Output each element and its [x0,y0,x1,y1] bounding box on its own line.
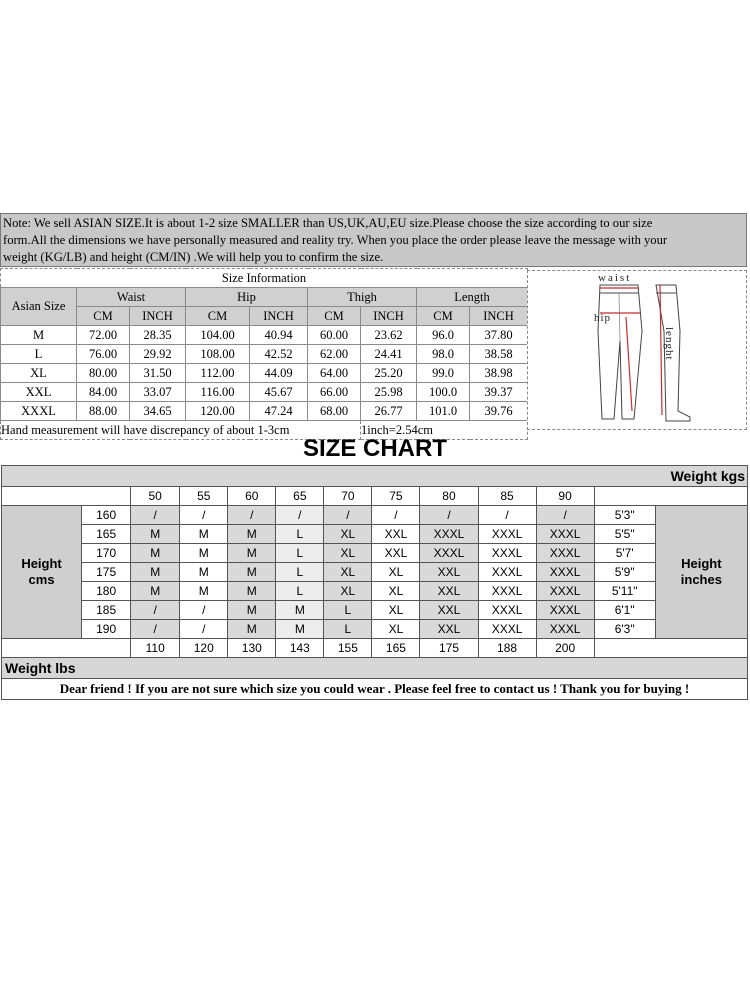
measurement-cell: 66.00 [308,383,361,402]
measurement-cell: 98.0 [417,345,470,364]
pants-diagram [527,270,747,430]
height-cm-cell: 165 [82,525,131,544]
size-cell: M [180,525,228,544]
waist-header: Waist [77,288,186,307]
height-cm-cell: 185 [82,601,131,620]
unit-header: INCH [361,307,417,326]
size-chart-title: SIZE CHART [303,435,447,462]
empty-footer-cell [594,639,747,658]
height-inch-cell: 5'11" [594,582,655,601]
height-inch-cell: 6'3" [594,620,655,639]
size-cell: L [276,563,324,582]
size-cell: / [324,506,372,525]
height-cms-label-line2: cms [28,572,55,587]
size-chart-row [2,544,748,563]
size-cell: M [228,544,276,563]
size-cell: / [131,620,180,639]
height-inch-cell: 5'3" [594,506,655,525]
weight-lb-cell: 175 [420,639,478,658]
size-info-row [1,383,528,402]
height-cms-label [2,506,82,639]
size-cell: / [420,506,478,525]
unit-header: INCH [130,307,186,326]
height-cm-cell: 170 [82,544,131,563]
weight-kg-header: 70 [324,487,372,506]
measurement-cell: 24.41 [361,345,417,364]
unit-header: INCH [250,307,308,326]
size-cell: XL [372,563,420,582]
measurement-cell: 101.0 [417,402,470,421]
empty-footer-cell [2,639,131,658]
size-cell: M [131,525,180,544]
size-cell: XXL [420,601,478,620]
size-cell: XXXL [478,620,536,639]
measurement-cell: 31.50 [130,364,186,383]
measurement-cell: 37.80 [470,326,528,345]
size-cell: M [228,601,276,620]
note-line-1: Note: We sell ASIAN SIZE.It is about 1-2 size SMALLER than US,UK,AU,EU size.Please choose the size according to our size [3,216,653,230]
size-cell: / [228,506,276,525]
size-info-row [1,364,528,383]
asian-size-cell: M [1,326,77,345]
size-cell: XL [372,601,420,620]
size-cell: XXL [372,544,420,563]
size-cell: XXXL [420,525,478,544]
weight-kg-header: 50 [131,487,180,506]
size-cell: L [324,601,372,620]
measurement-cell: 68.00 [308,402,361,421]
size-cell: XL [324,525,372,544]
height-cms-label-line1: Height [21,556,62,571]
measurement-cell: 23.62 [361,326,417,345]
measurement-cell: 62.00 [308,345,361,364]
weight-lb-cell: 200 [536,639,594,658]
unit-header: CM [186,307,250,326]
size-cell: XXXL [478,525,536,544]
empty-header-cell [594,487,747,506]
size-cell: / [372,506,420,525]
size-cell: L [276,525,324,544]
size-cell: L [276,582,324,601]
height-inch-cell: 5'9" [594,563,655,582]
unit-header: CM [77,307,130,326]
size-chart-row [2,582,748,601]
measurement-cell: 47.24 [250,402,308,421]
size-cell: XXXL [478,582,536,601]
measurement-cell: 26.77 [361,402,417,421]
unit-header: CM [308,307,361,326]
length-label: lenght [663,327,675,361]
measurement-cell: 39.37 [470,383,528,402]
size-cell: M [228,620,276,639]
weight-kg-header: 80 [420,487,478,506]
size-cell: XXL [420,620,478,639]
size-chart-row [2,525,748,544]
size-cell: / [536,506,594,525]
measurement-cell: 84.00 [77,383,130,402]
height-inches-label-line2: inches [680,572,722,587]
inch-conversion: 1inch=2.54cm [361,421,528,440]
measurement-cell: 76.00 [77,345,130,364]
size-cell: / [131,601,180,620]
measurement-cell: 38.58 [470,345,528,364]
measurement-cell: 25.98 [361,383,417,402]
size-cell: XXXL [478,563,536,582]
asian-size-header: Asian Size [1,288,77,326]
size-cell: XXL [372,525,420,544]
weight-lb-cell: 188 [478,639,536,658]
size-cell: XL [324,563,372,582]
weight-lbs-label: Weight lbs [2,658,748,679]
measurement-cell: 39.76 [470,402,528,421]
size-sheet [0,213,750,703]
size-information-table [0,268,528,440]
measurement-cell: 29.92 [130,345,186,364]
size-cell: M [228,563,276,582]
weight-kg-header: 60 [228,487,276,506]
waist-label: waist [598,272,632,284]
size-cell: / [180,620,228,639]
size-cell: M [180,582,228,601]
weight-lb-cell: 155 [324,639,372,658]
measurement-cell: 96.0 [417,326,470,345]
size-cell: M [131,582,180,601]
height-inches-label-line1: Height [681,556,722,571]
size-cell: XXXL [536,620,594,639]
size-cell: XXL [420,582,478,601]
measurement-cell: 120.00 [186,402,250,421]
size-cell: M [228,525,276,544]
height-cm-cell: 160 [82,506,131,525]
weight-lb-cell: 143 [276,639,324,658]
size-cell: XXXL [536,582,594,601]
height-inch-cell: 6'1" [594,601,655,620]
size-cell: M [228,582,276,601]
hip-header: Hip [186,288,308,307]
measurement-cell: 44.09 [250,364,308,383]
height-cm-cell: 180 [82,582,131,601]
size-chart-row [2,563,748,582]
size-cell: XXXL [536,544,594,563]
size-info-row [1,402,528,421]
weight-lb-cell: 165 [372,639,420,658]
weight-lb-cell: 130 [228,639,276,658]
measurement-cell: 28.35 [130,326,186,345]
height-inches-label [655,506,747,639]
size-chart-row [2,506,748,525]
measurement-cell: 25.20 [361,364,417,383]
height-cm-cell: 175 [82,563,131,582]
size-cell: XXXL [536,601,594,620]
size-cell: M [276,620,324,639]
size-note [0,213,747,267]
asian-size-cell: XXXL [1,402,77,421]
size-cell: L [276,544,324,563]
size-cell: XL [324,544,372,563]
size-cell: XXXL [536,525,594,544]
weight-kg-header: 85 [478,487,536,506]
note-line-3: weight (KG/LB) and height (CM/IN) .We will help you to confirm the size. [3,250,384,264]
weight-lb-cell: 110 [131,639,180,658]
measurement-cell: 104.00 [186,326,250,345]
size-cell: / [131,506,180,525]
size-cell: XL [372,620,420,639]
measurement-cell: 116.00 [186,383,250,402]
weight-kg-header: 90 [536,487,594,506]
measurement-cell: 64.00 [308,364,361,383]
empty-header-cell [2,487,131,506]
measurement-cell: 88.00 [77,402,130,421]
size-cell: M [180,563,228,582]
weight-kg-header: 75 [372,487,420,506]
length-header: Length [417,288,528,307]
measurement-cell: 80.00 [77,364,130,383]
size-cell: / [478,506,536,525]
measurement-cell: 40.94 [250,326,308,345]
height-inch-cell: 5'7' [594,544,655,563]
weight-kg-header: 65 [276,487,324,506]
unit-header: INCH [470,307,528,326]
size-cell: M [276,601,324,620]
size-cell: XL [324,582,372,601]
size-cell: L [324,620,372,639]
size-cell: XXL [420,563,478,582]
measurement-cell: 38.98 [470,364,528,383]
thigh-header: Thigh [308,288,417,307]
measurement-cell: 72.00 [77,326,130,345]
pants-illustration [528,271,746,429]
size-info-row [1,326,528,345]
measurement-cell: 60.00 [308,326,361,345]
size-cell: XXXL [478,601,536,620]
measurement-footnote: Hand measurement will have discrepancy of about 1-3cm [1,421,361,440]
measurement-cell: 112.00 [186,364,250,383]
size-cell: M [180,544,228,563]
measurement-cell: 100.0 [417,383,470,402]
weight-kgs-label: Weight kgs [2,466,748,487]
note-line-2: form.All the dimensions we have personally measured and reality try. When you place the order please leave the message with your [3,233,668,247]
weight-lb-cell: 120 [180,639,228,658]
size-cell: XXXL [420,544,478,563]
size-chart-table [1,465,748,700]
size-information-title: Size Information [1,269,528,288]
size-cell: XXXL [478,544,536,563]
contact-footer: Dear friend ! If you are not sure which size you could wear . Please feel free to contact us ! Thank you for buying ! [2,679,748,700]
asian-size-cell: XXL [1,383,77,402]
measurement-cell: 99.0 [417,364,470,383]
size-info-row [1,345,528,364]
size-cell: M [131,544,180,563]
size-cell: / [180,506,228,525]
size-cell: XL [372,582,420,601]
weight-kg-header: 55 [180,487,228,506]
unit-header: CM [417,307,470,326]
size-cell: XXXL [536,563,594,582]
size-cell: M [131,563,180,582]
size-chart-row [2,620,748,639]
height-cm-cell: 190 [82,620,131,639]
measurement-cell: 108.00 [186,345,250,364]
size-chart-row [2,601,748,620]
size-cell: / [180,601,228,620]
hip-label: hip [594,312,612,324]
height-inch-cell: 5'5" [594,525,655,544]
asian-size-cell: XL [1,364,77,383]
measurement-cell: 33.07 [130,383,186,402]
asian-size-cell: L [1,345,77,364]
measurement-cell: 34.65 [130,402,186,421]
measurement-cell: 45.67 [250,383,308,402]
size-cell: / [276,506,324,525]
measurement-cell: 42.52 [250,345,308,364]
